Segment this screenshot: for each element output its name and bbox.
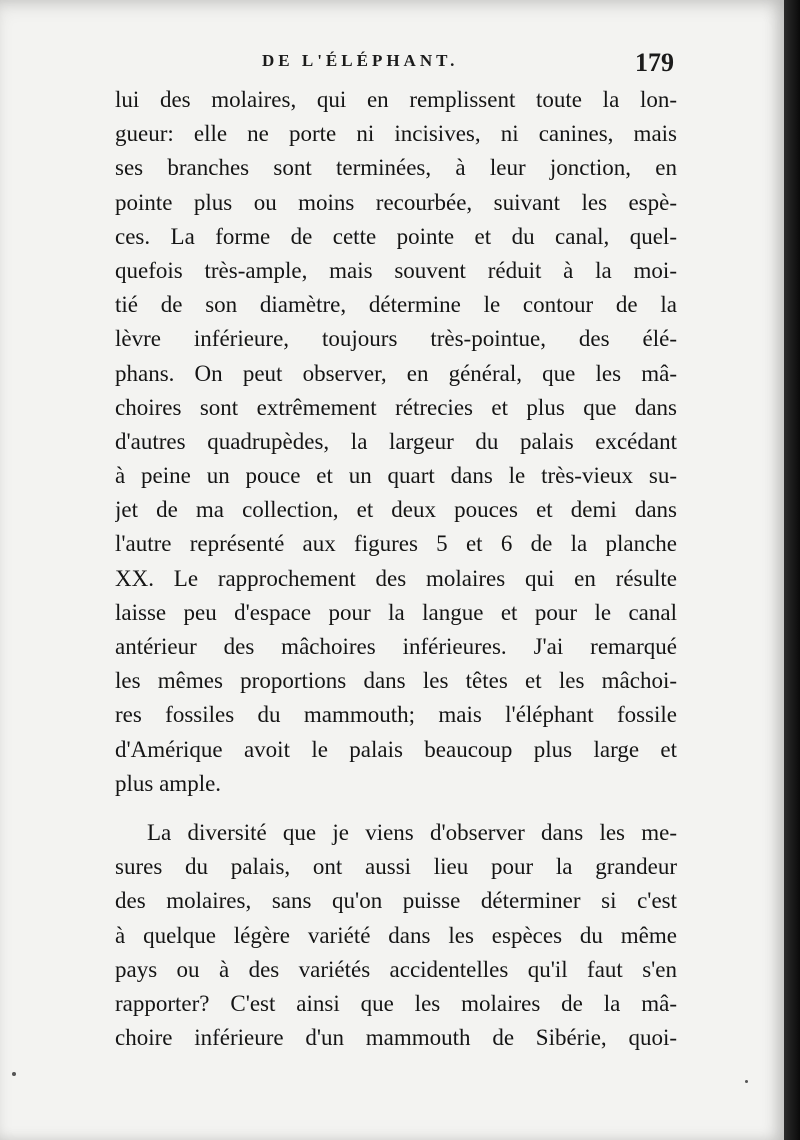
text-line: laisse peu d'espace pour la langue et pour le canal — [115, 599, 677, 625]
text-line: lui des molaires, qui en remplissent toute la lon- — [115, 87, 677, 112]
text-line: sures du palais, ont aussi lieu pour la grandeur — [115, 854, 677, 880]
paper-speck — [12, 1072, 16, 1076]
running-head: DE L'ÉLÉPHANT. — [262, 51, 459, 70]
page-number: 179 — [635, 48, 674, 77]
text-line: lèvre inférieure, toujours très-pointue, des élé- — [115, 326, 677, 352]
paragraph-1 — [115, 83, 677, 801]
text-line: les mêmes proportions dans les têtes et les mâchoi- — [115, 668, 677, 694]
text-line: rapporter? C'est ainsi que les molaires de la mâ- — [115, 990, 677, 1016]
text-line: gueur: elle ne porte ni incisives, ni canines, mais — [115, 121, 677, 147]
text-line: jet de ma collection, et deux pouces et demi dans — [115, 497, 677, 523]
text-line: La diversité que je viens d'observer dans les me- — [147, 819, 677, 845]
text-line: quefois très-ample, mais souvent réduit à la moi- — [115, 257, 677, 283]
text-line: res fossiles du mammouth; mais l'éléphant fossile — [115, 702, 677, 728]
body-text — [115, 83, 677, 1055]
paragraph-gap — [115, 801, 677, 816]
text-line: pointe plus ou moins recourbée, suivant les espè- — [115, 189, 677, 215]
text-line: tié de son diamètre, détermine le contour de la — [115, 292, 677, 318]
text-line: ses branches sont terminées, à leur jonction, en — [115, 155, 677, 181]
text-line: ces. La forme de cette pointe et du canal, quel- — [115, 223, 677, 249]
text-line: plus ample. — [115, 770, 222, 796]
text-line: à quelque légère variété dans les espèces du même — [115, 922, 677, 948]
text-line: à peine un pouce et un quart dans le très-vieux su- — [115, 463, 677, 489]
text-line: d'autres quadrupèdes, la largeur du palais excédant — [115, 428, 677, 454]
text-line: antérieur des mâchoires inférieures. J'ai remarqué — [115, 634, 677, 659]
text-line: des molaires, sans qu'on puisse déterminer si c'est — [115, 888, 677, 914]
text-line: pays ou à des variétés accidentelles qu'il faut s'en — [115, 956, 677, 982]
text-line: d'Amérique avoit le palais beaucoup plus large et — [115, 736, 677, 762]
text-line: phans. On peut observer, en général, que les mâ- — [115, 360, 677, 386]
paper-speck — [745, 1080, 748, 1083]
text-line: XX. Le rapprochement des molaires qui en résulte — [115, 565, 677, 591]
paragraph-2 — [115, 816, 677, 1055]
page-header — [112, 50, 674, 84]
text-line: choire inférieure d'un mammouth de Sibérie, quoi- — [115, 1025, 677, 1051]
text-line: l'autre représenté aux figures 5 et 6 de la planche — [115, 531, 677, 557]
page-edge-shadow — [784, 0, 800, 1140]
text-line: choires sont extrêmement rétrecies et plus que dans — [115, 394, 677, 420]
